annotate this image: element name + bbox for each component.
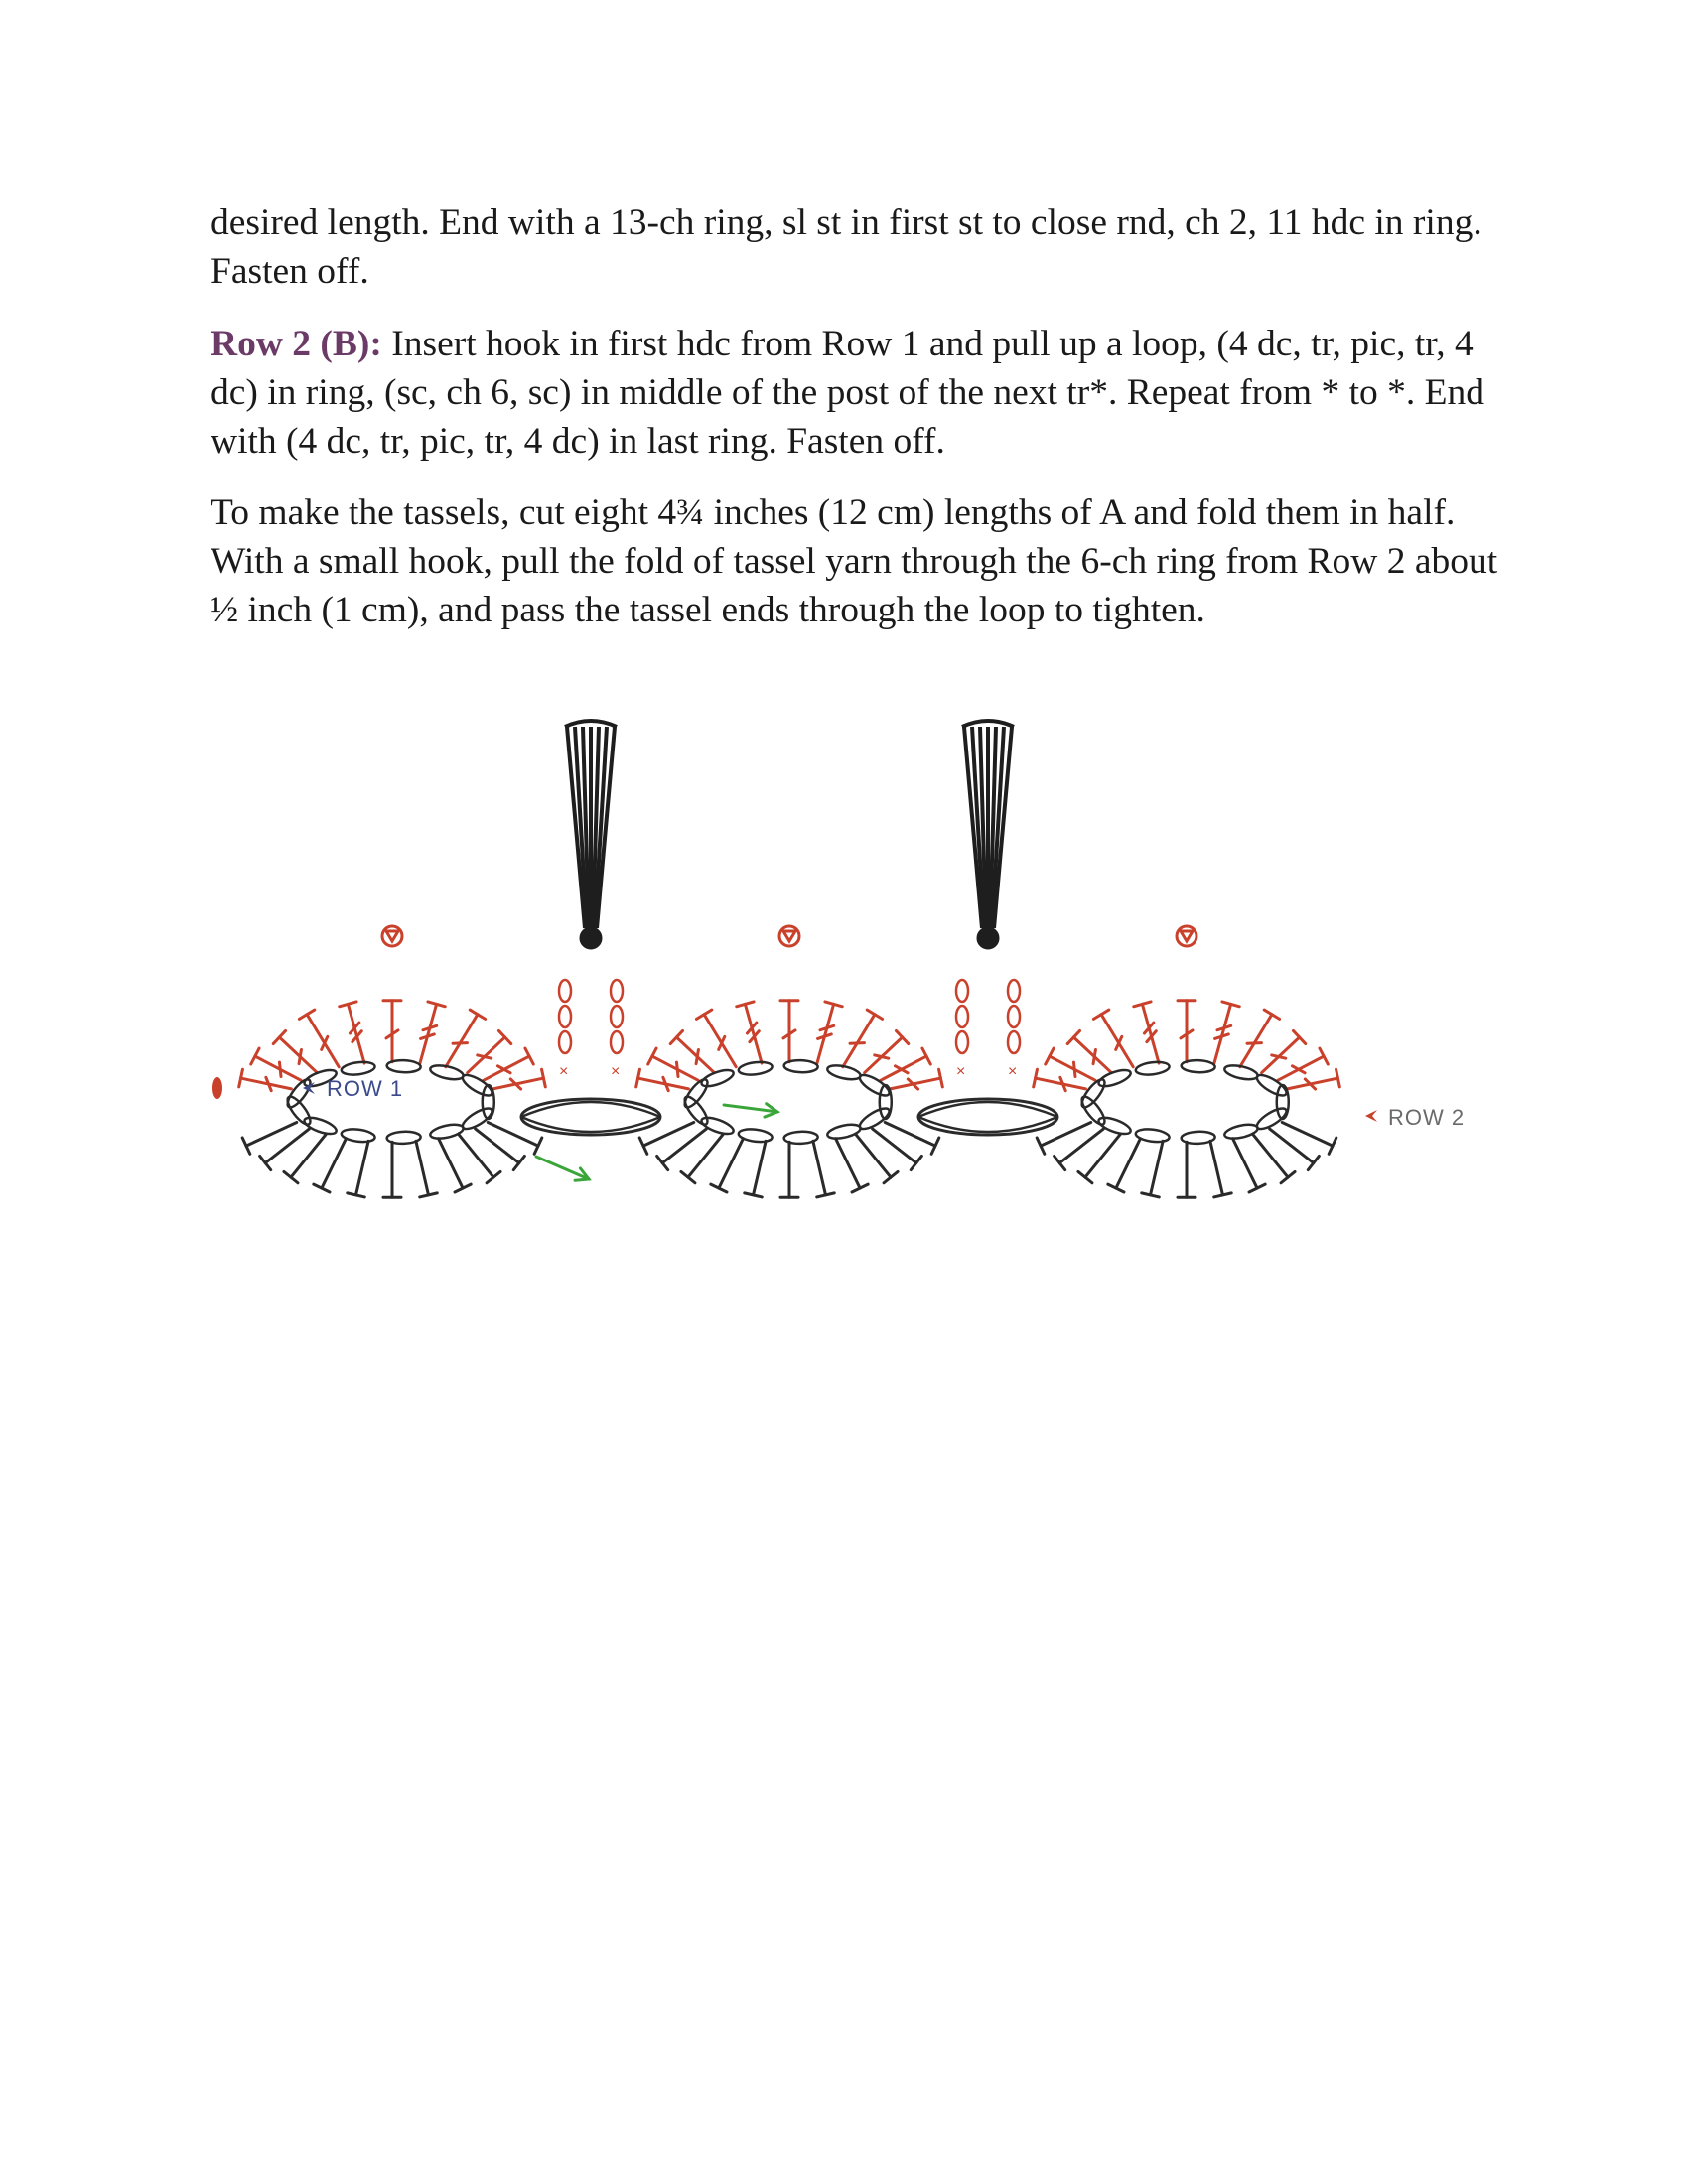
- row2-stitch: [737, 1002, 771, 1066]
- row2-stitch: [1178, 1001, 1196, 1062]
- ch6-stitch: [611, 1031, 623, 1053]
- row2-stitch: [411, 1002, 445, 1066]
- hdc-stitch: [1246, 1129, 1295, 1183]
- picot-knot: [1181, 931, 1193, 941]
- hdc-stitch-post: [754, 1141, 767, 1195]
- chain-stitch: [1223, 1063, 1259, 1082]
- hdc-stitch-post: [246, 1122, 297, 1146]
- hdc-stitch: [284, 1129, 333, 1183]
- hdc-stitch: [657, 1122, 712, 1170]
- ch6-stitch: [611, 980, 623, 1002]
- ch6-stitch: [559, 980, 571, 1002]
- tassel-top: [565, 721, 617, 727]
- chain-stitch: [303, 1114, 339, 1137]
- chain-stitch: [1097, 1067, 1133, 1090]
- hdc-stitch: [1278, 1114, 1336, 1154]
- row2-stitch-top: [1264, 1010, 1279, 1019]
- hdc-stitch: [745, 1139, 774, 1197]
- row2-stitch-post: [1278, 1056, 1324, 1080]
- row2-stitch-top: [1336, 1069, 1340, 1087]
- row2-stitch: [780, 1001, 798, 1062]
- paragraph-row2: [211, 320, 1501, 466]
- row2-stitch-post: [255, 1056, 301, 1080]
- hdc-stitch-post: [719, 1139, 744, 1188]
- row2-instructions: Insert hook in first hdc from Row 1 and pull up a loop, (4 dc, tr, pic, tr, 4 dc) in ring, (sc, ch 6, sc) in middle of the post of the next tr*. Repeat from * to *. End with (4 dc, tr, pic, tr, 4 dc) in last ring. Fasten off.: [211, 324, 1485, 462]
- row2-stitch-bar: [895, 1062, 908, 1076]
- row1-marker: [303, 1076, 403, 1101]
- ch6-stitch: [559, 1031, 571, 1053]
- chain-stitch: [429, 1063, 465, 1082]
- row2-stitch-bar: [715, 1036, 729, 1049]
- row2-stitch-post: [484, 1056, 529, 1080]
- chain-stitch: [341, 1060, 375, 1076]
- sc-mark: ×: [611, 1063, 621, 1080]
- hdc-stitch: [849, 1129, 898, 1183]
- hdc-stitch-top: [657, 1156, 668, 1169]
- hdc-stitch-post: [1151, 1141, 1164, 1195]
- hdc-stitch: [1264, 1122, 1319, 1170]
- tassels: [565, 721, 1014, 949]
- row2-stitch-top: [239, 1069, 243, 1087]
- row2-stitch-bar: [453, 1036, 467, 1049]
- hdc-stitch: [1201, 1139, 1231, 1197]
- ch6-stitch: [1008, 980, 1020, 1002]
- row2-stitch: [1134, 1002, 1168, 1066]
- hdc-stitch: [452, 1129, 500, 1183]
- row2-stitch: [1256, 1030, 1306, 1079]
- hdc-stitch: [804, 1139, 834, 1197]
- hdc-stitch-post: [813, 1141, 826, 1195]
- row2-stitch-top: [542, 1069, 546, 1087]
- row2-stitch-bar: [274, 1062, 287, 1076]
- row2-stitch-post: [652, 1056, 698, 1080]
- hdc-stitch: [1142, 1139, 1172, 1197]
- row2-stitch-top: [470, 1010, 485, 1019]
- row2-stitch: [1205, 1002, 1239, 1066]
- hdc-stitch-top: [348, 1193, 365, 1197]
- row2-stitch-bar: [497, 1062, 510, 1076]
- hdc-stitch-top: [420, 1193, 438, 1197]
- row2-stitch-top: [696, 1010, 711, 1019]
- picot: [382, 926, 402, 946]
- chain-stitch: [1223, 1122, 1259, 1141]
- hdc-stitch: [407, 1139, 437, 1197]
- chain-stitch: [1078, 1076, 1108, 1110]
- tassel: [962, 721, 1014, 949]
- chain-stitch: [1181, 1060, 1214, 1073]
- row2-stitch-top: [1034, 1069, 1038, 1087]
- row2-marker: [1365, 1105, 1465, 1130]
- row2-stitch: [340, 1002, 373, 1066]
- joined-treble: [521, 1099, 660, 1135]
- direction-arrow: [536, 1157, 589, 1180]
- row2-heading: Row 2 (B):: [211, 324, 382, 364]
- ch6-stitch: [956, 1006, 968, 1027]
- row2-stitch-post: [1101, 1015, 1133, 1067]
- row2-stitch-top: [636, 1069, 640, 1087]
- row2-stitch-top: [867, 1010, 882, 1019]
- row2-stitch-post: [704, 1015, 736, 1067]
- chain-stitch: [700, 1067, 736, 1090]
- hdc-stitch: [383, 1142, 401, 1197]
- row2-label: ROW 2: [1388, 1105, 1466, 1130]
- sc-mark: ×: [559, 1063, 569, 1080]
- hdc-stitch: [681, 1129, 730, 1183]
- row2-stitch-post: [676, 1037, 714, 1073]
- hdc-stitch: [1078, 1129, 1127, 1183]
- chain-stitch: [386, 1060, 420, 1073]
- hdc-stitch-post: [1233, 1139, 1258, 1188]
- hdc-stitch-top: [817, 1193, 835, 1197]
- chain-stitch: [826, 1122, 862, 1141]
- start-dot: [212, 1077, 222, 1099]
- hdc-stitch: [639, 1114, 697, 1154]
- row2-stitch: [462, 1030, 511, 1079]
- row2-stitch-post: [307, 1015, 339, 1067]
- hdc-stitch-post: [1210, 1141, 1223, 1195]
- ch6-stitch: [1008, 1006, 1020, 1027]
- paragraph-tassels: To make the tassels, cut eight 4¾ inches (12 cm) lengths of A and fold them in half. With a small hook, pull the fold of tassel yarn through the 6-ch ring from Row 2 about ½ inch (1 cm), and pass the tassel ends through the loop to tighten.: [211, 492, 1498, 630]
- hdc-stitch: [484, 1114, 541, 1154]
- hdc-stitch: [470, 1122, 524, 1170]
- row2-stitch: [383, 1001, 401, 1062]
- hdc-stitch-top: [260, 1156, 271, 1169]
- ch6-stitch: [611, 1006, 623, 1027]
- ch6-stitch: [559, 1006, 571, 1027]
- hdc-stitch: [242, 1114, 300, 1154]
- chain-stitch: [783, 1060, 817, 1073]
- row2-stitch-bar: [850, 1036, 864, 1049]
- row2-stitch-bar: [1247, 1036, 1261, 1049]
- chain-stitch: [700, 1114, 736, 1137]
- row2-stitch-post: [843, 1015, 875, 1067]
- hdc-stitch-top: [911, 1156, 921, 1169]
- hdc-stitch-post: [1282, 1122, 1333, 1146]
- row2-stitch-bar: [1068, 1062, 1081, 1076]
- tassel-top: [962, 721, 1014, 727]
- chain-stitch: [681, 1076, 711, 1110]
- row2-stitches: [212, 926, 1339, 1099]
- chain-stitch: [738, 1060, 773, 1076]
- chain-stitch: [826, 1063, 862, 1082]
- row2-stitch-bar: [318, 1036, 332, 1049]
- row1-label: ROW 1: [327, 1076, 404, 1101]
- chain-stitch: [429, 1122, 465, 1141]
- row2-stitch-post: [1240, 1015, 1272, 1067]
- row2-stitch: [859, 1030, 909, 1079]
- hdc-stitch-post: [322, 1139, 347, 1188]
- picot-knot: [386, 931, 398, 941]
- picot: [779, 926, 799, 946]
- ch6-stitch: [1008, 1031, 1020, 1053]
- hdc-stitch-post: [416, 1141, 429, 1195]
- hdc-stitch-top: [1308, 1156, 1319, 1169]
- hdc-stitch: [1055, 1122, 1109, 1170]
- tassel: [565, 721, 617, 949]
- row2-stitch-top: [939, 1069, 943, 1087]
- hdc-stitch: [1037, 1114, 1094, 1154]
- hdc-stitch: [780, 1142, 798, 1197]
- picot: [1177, 926, 1196, 946]
- hdc-stitch-top: [745, 1193, 763, 1197]
- hdc-stitch-top: [1142, 1193, 1160, 1197]
- chain-stitch: [1097, 1114, 1133, 1137]
- hdc-stitch-post: [439, 1139, 464, 1188]
- row2-stitch-bar: [671, 1062, 684, 1076]
- row2-stitch-post: [446, 1015, 478, 1067]
- hdc-stitch-post: [1116, 1139, 1141, 1188]
- sc-mark: ×: [1008, 1063, 1018, 1080]
- hdc-stitch: [348, 1139, 377, 1197]
- row2-stitch-top: [1093, 1010, 1108, 1019]
- row2-stitch-top: [299, 1010, 314, 1019]
- ch6-stitch: [956, 1031, 968, 1053]
- row2-stitch-post: [1073, 1037, 1111, 1073]
- crochet-chart: [204, 715, 1484, 1221]
- ch6-stitch: [956, 980, 968, 1002]
- picot-knot: [783, 931, 795, 941]
- hdc-stitch-top: [1214, 1193, 1232, 1197]
- row2-stitch-post: [279, 1037, 317, 1073]
- tassel-knot: [977, 927, 999, 949]
- hdc-stitch: [867, 1122, 921, 1170]
- hdc-stitch: [260, 1122, 315, 1170]
- chain-stitch: [1135, 1060, 1170, 1076]
- paragraph-row1-end: desired length. End with a 13-ch ring, sl st in first st to close rnd, ch 2, 11 hdc in ring. Fasten off.: [211, 203, 1482, 292]
- row2-stitch: [808, 1002, 842, 1066]
- row2-stitch-post: [1050, 1056, 1095, 1080]
- hdc-stitch: [881, 1114, 938, 1154]
- row2-stitch-bar: [1292, 1062, 1305, 1076]
- sc-mark: ×: [956, 1063, 966, 1080]
- hdc-stitch-top: [1055, 1156, 1065, 1169]
- chain-stitch: [284, 1076, 314, 1110]
- tassel-knot: [580, 927, 602, 949]
- hdc-stitch-top: [513, 1156, 524, 1169]
- row2-stitch-bar: [1112, 1036, 1126, 1049]
- row1-stitches: [242, 1060, 1336, 1198]
- joined-treble: [918, 1099, 1057, 1135]
- row2-stitch-post: [881, 1056, 926, 1080]
- direction-arrow: [724, 1104, 777, 1117]
- hdc-stitch-post: [836, 1139, 861, 1188]
- hdc-stitch: [1178, 1142, 1196, 1197]
- hdc-stitch-post: [356, 1141, 369, 1195]
